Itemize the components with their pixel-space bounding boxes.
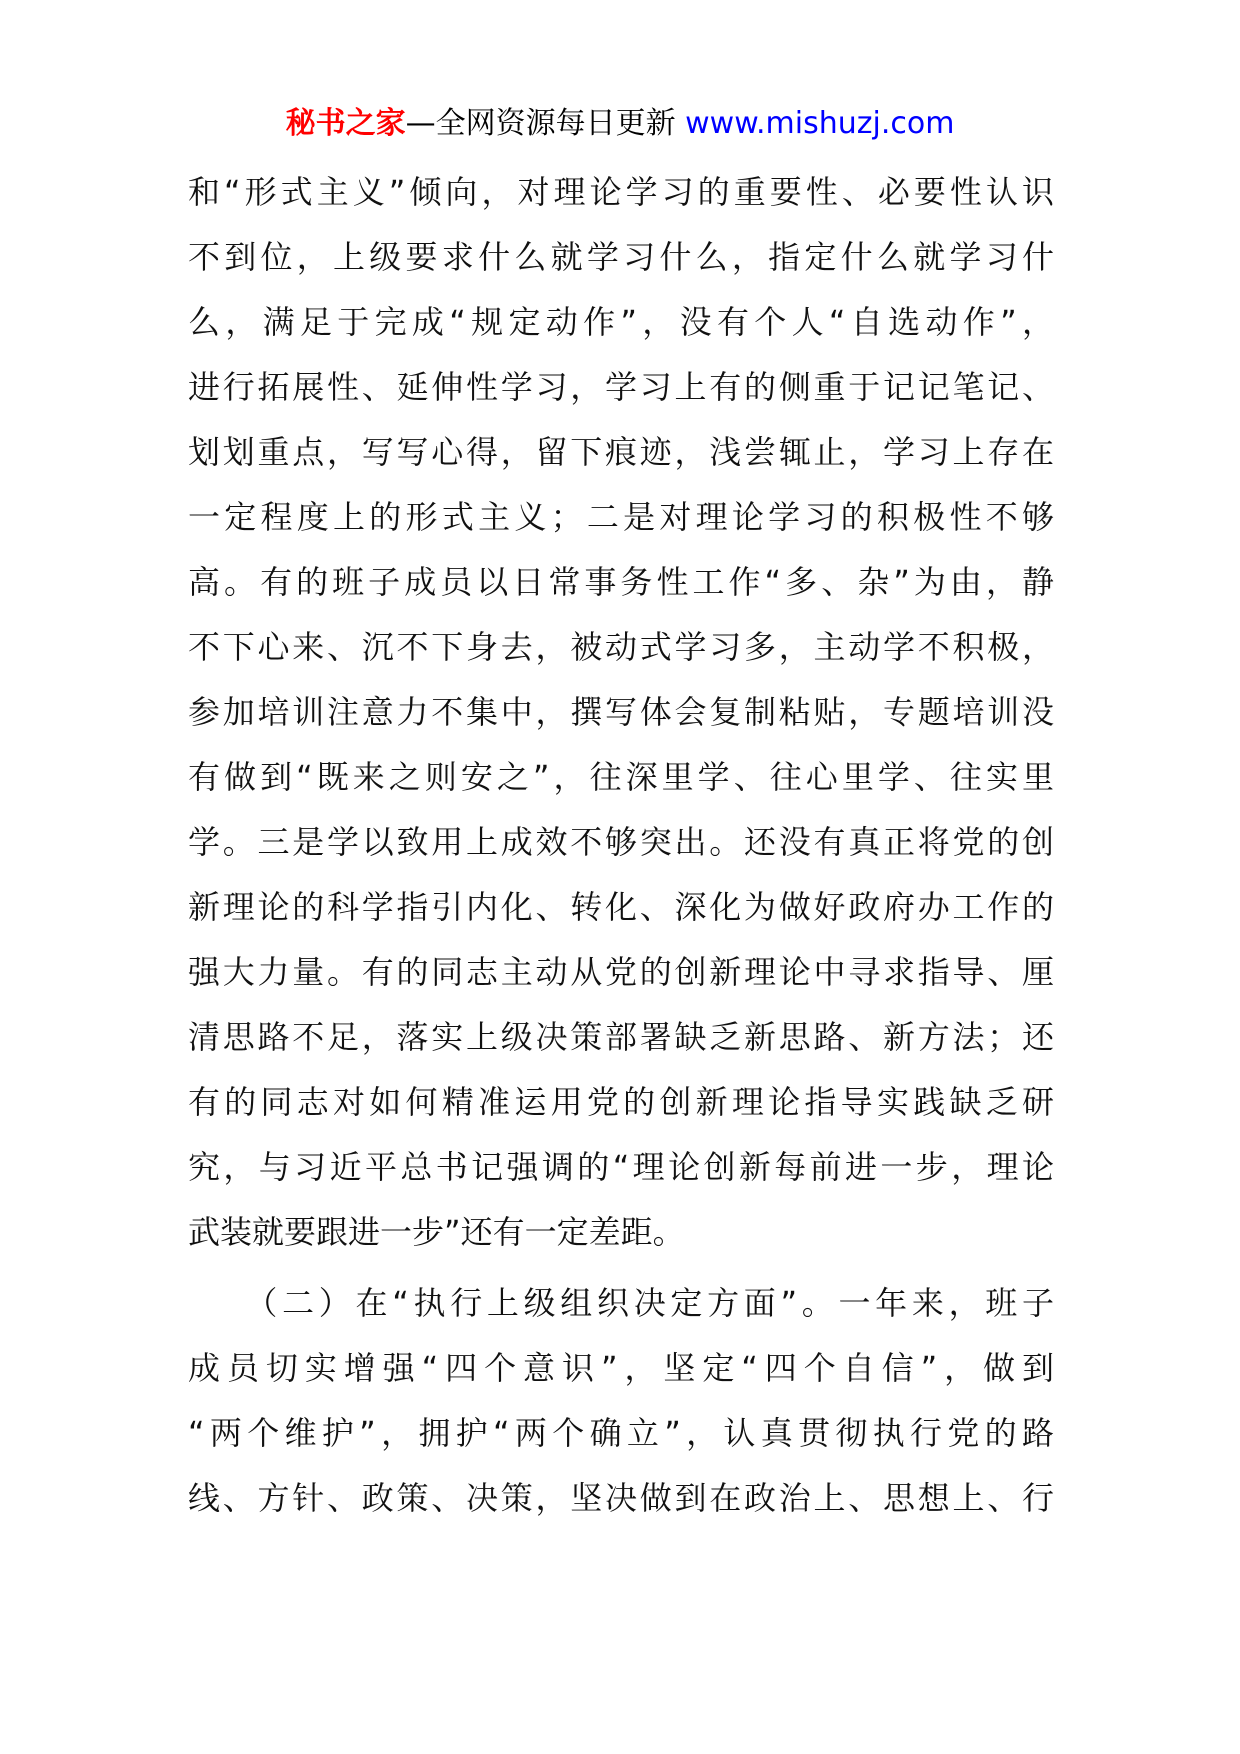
text-line: “两个维护”，拥护“两个确立”，认真贯彻执行党的路 [188,1414,1054,1452]
site-tagline: —全网资源每日更新 [405,106,686,141]
text-line: 划划重点，写写心得，留下痕迹，浅尝辄止，学习上存在 [188,433,1054,471]
text-line: 参加培训注意力不集中，撰写体会复制粘贴，专题培训没 [188,693,1054,731]
text-line: 清思路不足，落实上级决策部署缺乏新思路、新方法；还 [188,1018,1054,1056]
text-line: 新理论的科学指引内化、转化、深化为做好政府办工作的 [188,888,1054,926]
site-url-link[interactable]: www.mishuzj.com [685,106,955,141]
text-line: 武装就要跟进一步”还有一定差距。 [188,1213,685,1251]
text-line: 学。三是学以致用上成效不够突出。还没有真正将党的创 [188,823,1054,861]
text-line: 线、方针、政策、决策，坚决做到在政治上、思想上、行 [188,1479,1054,1517]
text-line: 不下心来、沉不下身去，被动式学习多，主动学不积极， [188,628,1054,666]
text-line: 强大力量。有的同志主动从党的创新理论中寻求指导、厘 [188,953,1054,991]
text-line: 高。有的班子成员以日常事务性工作“多、杂”为由，静 [188,563,1054,601]
text-line: 么，满足于完成“规定动作”，没有个人“自选动作”， [188,303,1054,341]
text-line: 成员切实增强“四个意识”，坚定“四个自信”，做到 [188,1349,1054,1387]
document-body [188,160,1054,1531]
text-line: 有的同志对如何精准运用党的创新理论指导实践缺乏研 [188,1083,1054,1121]
text-line: 一定程度上的形式主义；二是对理论学习的积极性不够 [188,498,1054,536]
text-line: 和“形式主义”倾向，对理论学习的重要性、必要性认识 [188,173,1054,211]
text-line: （二）在“执行上级组织决定方面”。一年来，班子 [188,1284,1054,1322]
site-brand: 秘书之家 [285,106,406,141]
text-line: 有做到“既来之则安之”，往深里学、往心里学、往实里 [188,758,1054,796]
text-line: 究，与习近平总书记强调的“理论创新每前进一步，理论 [188,1148,1054,1186]
text-line: 不到位，上级要求什么就学习什么，指定什么就学习什 [188,238,1054,276]
site-header [0,104,1240,144]
text-line: 进行拓展性、延伸性学习，学习上有的侧重于记记笔记、 [188,368,1054,406]
